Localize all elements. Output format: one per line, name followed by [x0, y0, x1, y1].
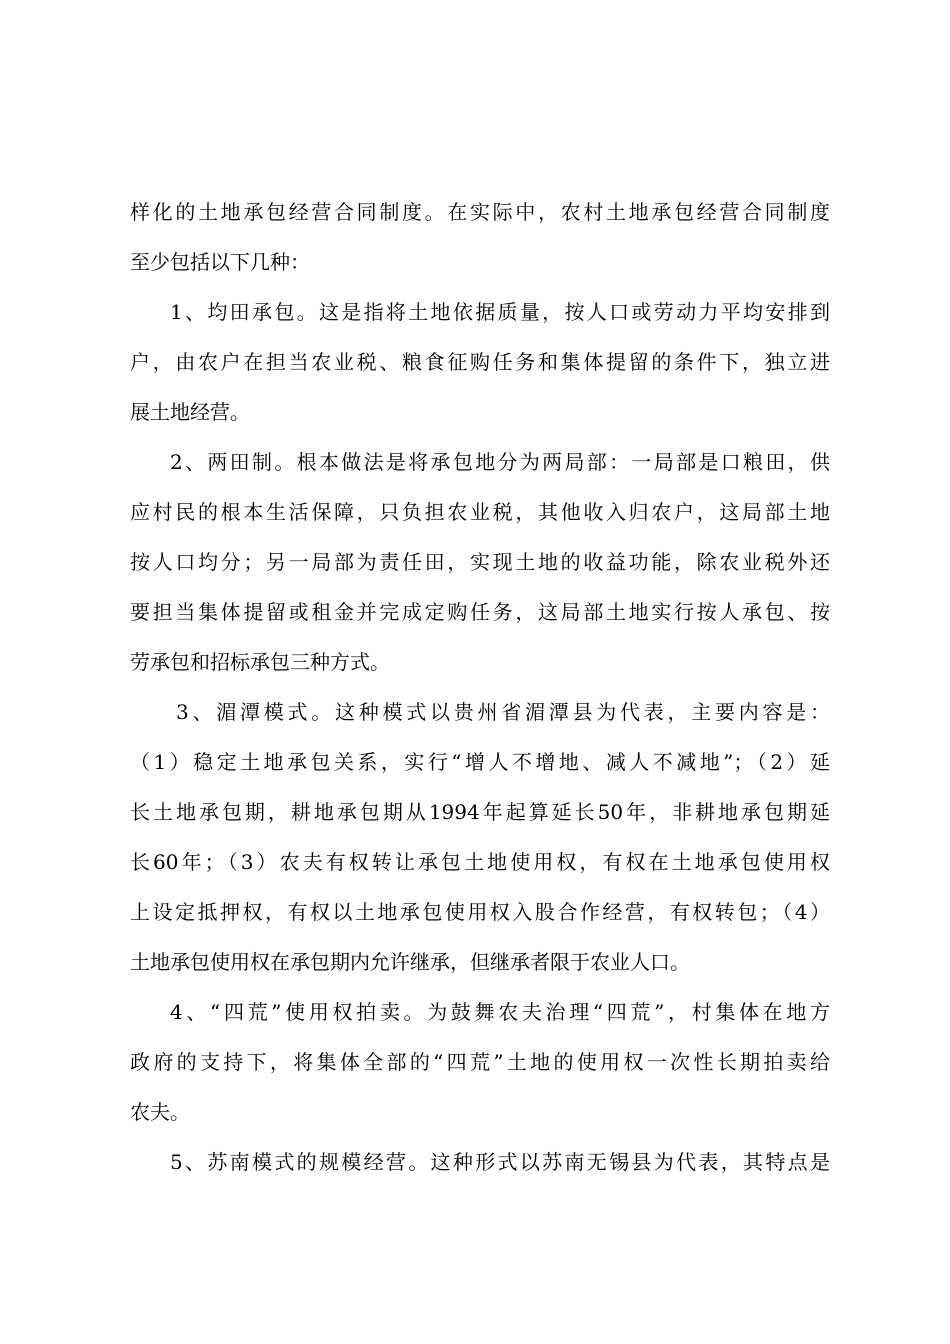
paragraph-5-start: 5、苏南模式的规模经营。这种形式以苏南无锡县为代表，其特点是 [170, 1150, 830, 1174]
paragraph-1-start: 1、均田承包。这是指将土地依据质量，按人口或劳动力平均安排到 [170, 300, 830, 324]
text-line: 样化的土地承包经营合同制度。在实际中，农村土地承包经营合同制度 [130, 200, 830, 224]
text-line: （1）稳定土地承包关系，实行“增人不增地、减人不减地”；（2）延 [130, 750, 830, 774]
text-line: 政府的支持下，将集体全部的“四荒”土地的使用权一次性长期拍卖给 [130, 1050, 830, 1074]
text-line: 应村民的根本生活保障，只负担农业税，其他收入归农户，这局部土地 [130, 500, 830, 524]
text-line: 劳承包和招标承包三种方式。 [130, 650, 390, 674]
text-line: 上设定抵押权，有权以土地承包使用权入股合作经营，有权转包；（4） [130, 900, 830, 924]
text-line: 农夫。 [130, 1100, 190, 1124]
text-line: 长60年；（3）农夫有权转让承包土地使用权，有权在土地承包使用权 [130, 850, 830, 874]
document-body [130, 187, 830, 1187]
text-line: 户，由农户在担当农业税、粮食征购任务和集体提留的条件下，独立进 [130, 350, 830, 374]
paragraph-4-start: 4、“四荒”使用权拍卖。为鼓舞农夫治理“四荒”，村集体在地方 [170, 1000, 830, 1024]
text-line: 长土地承包期，耕地承包期从1994年起算延长50年，非耕地承包期延 [130, 800, 830, 824]
text-line: 土地承包使用权在承包期内允许继承，但继承者限于农业人口。 [130, 950, 690, 974]
text-line: 至少包括以下几种： [130, 250, 310, 274]
paragraph-2-start: 2、两田制。根本做法是将承包地分为两局部：一局部是口粮田，供 [170, 450, 830, 474]
text-line: 要担当集体提留或租金并完成定购任务，这局部土地实行按人承包、按 [130, 600, 830, 624]
text-line: 按人口均分；另一局部为责任田，实现土地的收益功能，除农业税外还 [130, 550, 830, 574]
paragraph-3-start: 3、湄潭模式。这种模式以贵州省湄潭县为代表，主要内容是： [176, 700, 830, 724]
text-line: 展土地经营。 [130, 400, 250, 424]
